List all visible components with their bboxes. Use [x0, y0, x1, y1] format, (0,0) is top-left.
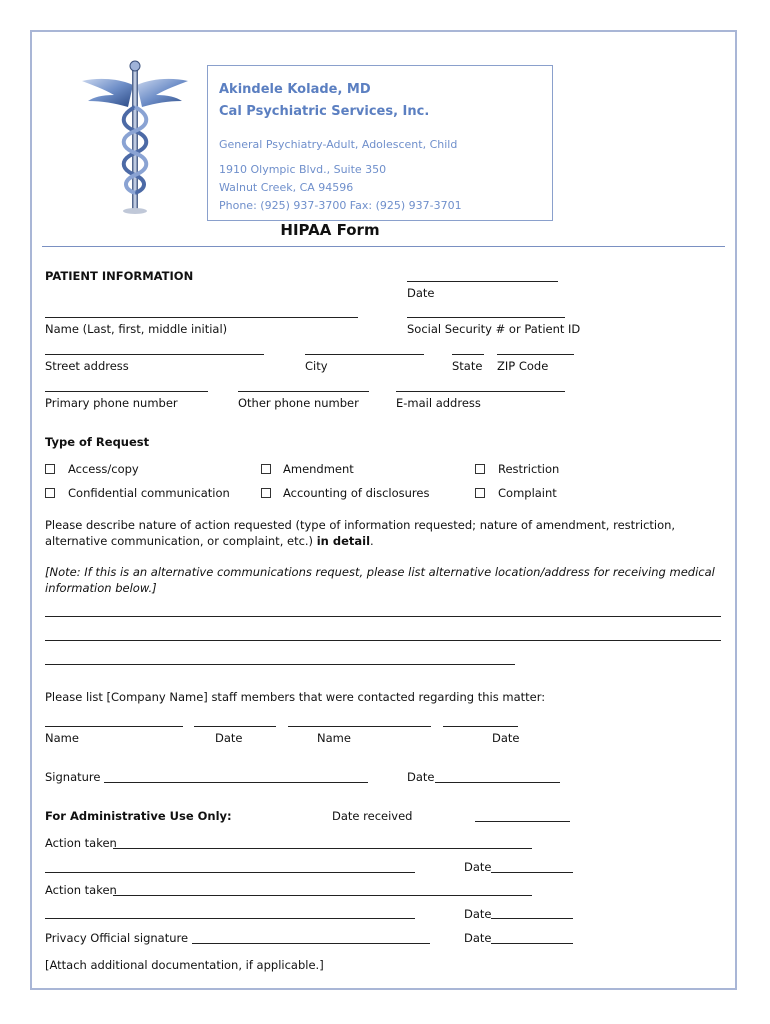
specialty: General Psychiatry-Adult, Adolescent, Child [219, 138, 458, 151]
action-taken-field-1b[interactable] [45, 872, 415, 873]
zip-field[interactable] [497, 354, 574, 355]
zip-label: ZIP Code [497, 359, 549, 373]
name-field[interactable] [45, 317, 358, 318]
action-taken-label-2: Action taken [45, 883, 117, 897]
details-line-1[interactable] [45, 616, 721, 617]
date-label-admin-1: Date [464, 860, 492, 874]
complaint-label: Complaint [498, 486, 557, 500]
practice-header-box [207, 65, 553, 221]
caduceus-logo-icon [80, 55, 190, 215]
action-taken-field-2[interactable] [113, 895, 532, 896]
staff-date-field-1[interactable] [194, 726, 276, 727]
state-field[interactable] [452, 354, 484, 355]
email-label: E-mail address [396, 396, 481, 410]
primary-phone-field[interactable] [45, 391, 208, 392]
date-label-admin-3: Date [464, 931, 492, 945]
privacy-signature-label: Privacy Official signature [45, 931, 189, 945]
name-label: Name (Last, first, middle initial) [45, 322, 228, 336]
primary-phone-label: Primary phone number [45, 396, 178, 410]
staff-date-field-2[interactable] [443, 726, 518, 727]
admin-heading: For Administrative Use Only: [45, 809, 232, 823]
action-taken-label-1: Action taken [45, 836, 117, 850]
confidential-communication-checkbox[interactable] [45, 488, 55, 498]
access-copy-checkbox[interactable] [45, 464, 55, 474]
staff-name-label-2: Name [317, 731, 351, 745]
date-received-field[interactable] [475, 821, 570, 822]
accounting-disclosures-checkbox[interactable] [261, 488, 271, 498]
signature-date-field[interactable] [435, 782, 560, 783]
ssn-field[interactable] [407, 317, 565, 318]
restriction-label: Restriction [498, 462, 560, 476]
date-field-admin-3[interactable] [491, 943, 573, 944]
date-field-admin-2[interactable] [491, 918, 573, 919]
attach-note: [Attach additional documentation, if applicable.] [45, 958, 324, 972]
signature-label: Signature [45, 770, 101, 784]
details-line-3[interactable] [45, 664, 515, 665]
signature-field[interactable] [104, 782, 368, 783]
address-line-1: 1910 Olympic Blvd., Suite 350 [219, 163, 387, 176]
city-label: City [305, 359, 328, 373]
ssn-label: Social Security # or Patient ID [407, 322, 581, 336]
accounting-disclosures-label: Accounting of disclosures [283, 486, 430, 500]
date-field[interactable] [407, 281, 558, 282]
describe-text: Please describe nature of action requested (type of information requested; nature of amendment, restriction, alternative communication, or complaint, etc.) [45, 518, 676, 548]
email-field[interactable] [396, 391, 565, 392]
access-copy-label: Access/copy [68, 462, 139, 476]
alt-communication-note: [Note: If this is an alternative communications request, please list alternative location/address for receiving medical information below.] [45, 565, 715, 595]
form-title: HIPAA Form [280, 221, 380, 239]
patient-info-heading: PATIENT INFORMATION [45, 269, 194, 283]
amendment-checkbox[interactable] [261, 464, 271, 474]
date-label: Date [407, 286, 435, 300]
city-field[interactable] [305, 354, 424, 355]
staff-prompt: Please list [Company Name] staff members that were contacted regarding this matter: [45, 690, 546, 704]
confidential-communication-label: Confidential communication [68, 486, 230, 500]
state-label: State [452, 359, 483, 373]
date-label-admin-2: Date [464, 907, 492, 921]
street-label: Street address [45, 359, 129, 373]
describe-bold: in detail [316, 534, 371, 548]
other-phone-field[interactable] [238, 391, 369, 392]
staff-name-field-1[interactable] [45, 726, 183, 727]
signature-date-label: Date [407, 770, 435, 784]
restriction-checkbox[interactable] [475, 464, 485, 474]
company-name: Cal Psychiatric Services, Inc. [219, 104, 430, 119]
describe-end: . [370, 534, 374, 548]
describe-instructions [45, 517, 695, 549]
complaint-checkbox[interactable] [475, 488, 485, 498]
title-rule [42, 246, 725, 247]
phone-fax: Phone: (925) 937-3700 Fax: (925) 937-3701 [219, 199, 462, 212]
amendment-label: Amendment [283, 462, 354, 476]
staff-date-label-2: Date [492, 731, 520, 745]
date-received-label: Date received [332, 809, 413, 823]
request-type-heading: Type of Request [45, 435, 150, 449]
staff-date-label-1: Date [215, 731, 243, 745]
privacy-signature-field[interactable] [192, 943, 430, 944]
action-taken-field-2b[interactable] [45, 918, 415, 919]
other-phone-label: Other phone number [238, 396, 359, 410]
staff-name-label-1: Name [45, 731, 79, 745]
street-field[interactable] [45, 354, 264, 355]
doctor-name: Akindele Kolade, MD [219, 82, 371, 97]
details-line-2[interactable] [45, 640, 721, 641]
staff-name-field-2[interactable] [288, 726, 431, 727]
date-field-admin-1[interactable] [491, 872, 573, 873]
action-taken-field-1[interactable] [113, 848, 532, 849]
address-line-2: Walnut Creek, CA 94596 [219, 181, 354, 194]
